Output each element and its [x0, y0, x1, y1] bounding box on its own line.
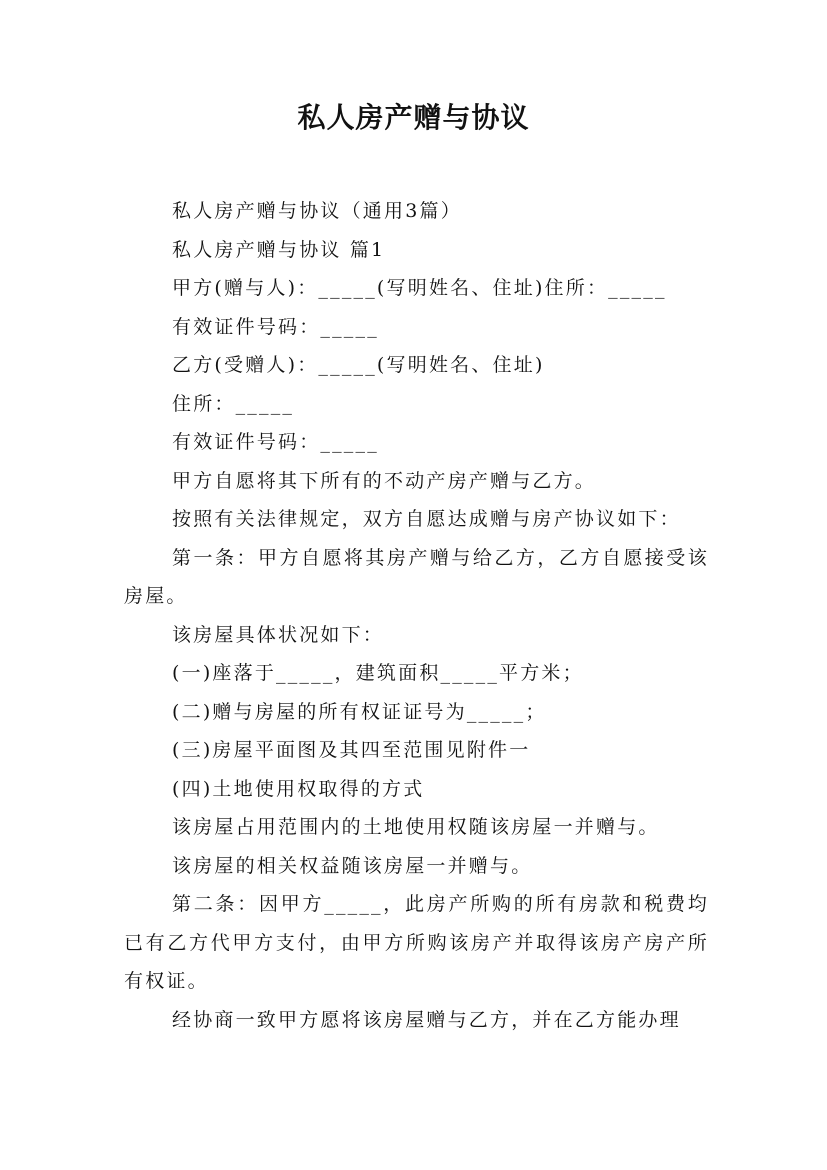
paragraph-section-heading: 私人房产赠与协议 篇1 — [172, 238, 386, 261]
paragraph-subtitle: 私人房产赠与协议（通用3篇） — [172, 200, 462, 222]
document-title: 私人房产赠与协议 — [297, 101, 530, 134]
paragraph-party-a-id: 有效证件号码：_____ — [172, 315, 379, 338]
paragraph-party-b-id: 有效证件号码：_____ — [172, 431, 379, 453]
paragraph-party-b: 乙方(受赠人)：_____(写明姓名、住址) — [172, 354, 545, 376]
paragraph-article-1: 第一条：甲方自愿将其房产赠与给乙方，乙方自愿接受该房屋。 — [124, 546, 709, 607]
paragraph-house-status: 该房屋具体状况如下： — [172, 623, 385, 646]
paragraph-land-use: 该房屋占用范围内的土地使用权随该房屋一并赠与。 — [172, 816, 660, 838]
paragraph-item-1: (一)座落于_____，建筑面积_____平方米； — [172, 662, 584, 684]
paragraph-party-b-address: 住所：_____ — [172, 392, 295, 415]
paragraph-rights: 该房屋的相关权益随该房屋一并赠与。 — [172, 854, 533, 877]
document-body — [124, 192, 709, 1039]
paragraph-agreement-intro: 按照有关法律规定，双方自愿达成赠与房产协议如下： — [172, 508, 681, 530]
paragraph-party-a: 甲方(赠与人)：_____(写明姓名、住址)住所：_____ — [172, 277, 667, 299]
paragraph-intent: 甲方自愿将其下所有的不动产房产赠与乙方。 — [172, 469, 597, 492]
paragraph-consultation: 经协商一致甲方愿将该房屋赠与乙方，并在乙方能办理 — [172, 1008, 681, 1031]
paragraph-item-3: (三)房屋平面图及其四至范围见附件一 — [172, 739, 531, 761]
paragraph-item-2: (二)赠与房屋的所有权证证号为_____； — [172, 700, 547, 723]
paragraph-article-2: 第二条：因甲方_____，此房产所购的所有房款和税费均已有乙方代甲方支付，由甲方所购该房产并取得该房产房产所有权证。 — [124, 893, 709, 992]
paragraph-item-4: (四)土地使用权取得的方式 — [172, 777, 425, 800]
